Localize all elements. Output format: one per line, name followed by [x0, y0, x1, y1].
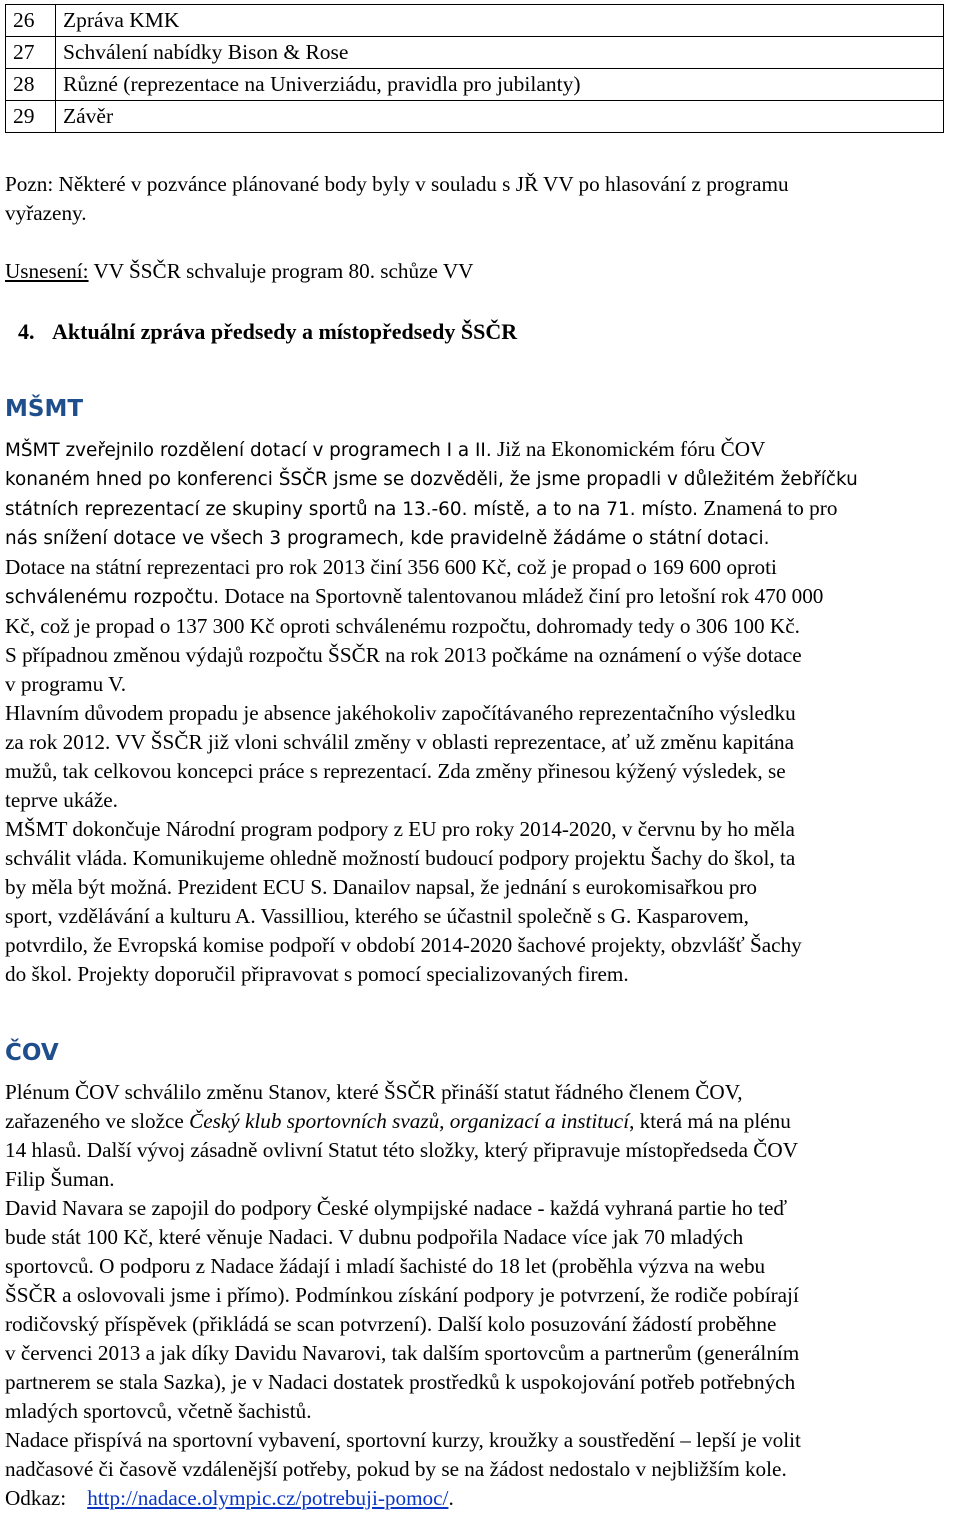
agenda-table	[5, 4, 944, 133]
text-line	[5, 1107, 957, 1136]
text-line	[5, 582, 957, 612]
agenda-item: Různé (reprezentace na Univerziádu, pravidla pro jubilanty)	[56, 69, 944, 101]
text-span: Dotace na Sportovně talentovanou mládež činí pro letošní rok 470 000	[219, 584, 824, 608]
agenda-number: 28	[6, 69, 56, 101]
text-line: Plénum ČOV schválilo změnu Stanov, které ŠSČR přináší statut řádného členem ČOV,	[5, 1080, 743, 1104]
note-line: Pozn: Některé v pozvánce plánované body byly v souladu s JŘ VV po hlasování z programu	[5, 172, 789, 196]
text-line: Dotace na státní reprezentaci pro rok 2013 činí 356 600 Kč, což je propad o 169 600 oproti	[5, 555, 777, 579]
section-number: 4.	[18, 319, 35, 344]
section-heading-4	[18, 317, 517, 346]
heading-msmt: MŠMT	[5, 396, 84, 422]
text-line: Kč, což je propad o 137 300 Kč oproti schválenému rozpočtu, dohromady tedy o 306 100 Kč.	[5, 614, 800, 638]
note-line: vyřazeny.	[5, 201, 87, 225]
text-line: S případnou změnou výdajů rozpočtu ŠSČR na rok 2013 počkáme na oznámení o výše dotace	[5, 643, 802, 667]
agenda-item: Závěr	[56, 101, 944, 133]
text-line: Hlavním důvodem propadu je absence jakéhokoliv započítávaného reprezentačního výsledku	[5, 701, 796, 725]
agenda-number: 26	[6, 5, 56, 37]
text-line: Filip Šuman.	[5, 1167, 115, 1191]
text-line	[5, 494, 957, 524]
text-line: bude stát 100 Kč, které věnuje Nadaci. V dubnu podpořila Nadace více jak 70 mladých	[5, 1225, 744, 1249]
text-line: v programu V.	[5, 672, 127, 696]
agenda-number: 27	[6, 37, 56, 69]
text-line: teprve ukáže.	[5, 788, 118, 812]
text-line: schválit vláda. Komunikujeme ohledně možností budoucí podpory projektu Šachy do škol, ta	[5, 846, 796, 870]
text-span: schválenému rozpočtu.	[5, 587, 220, 608]
section-title: Aktuální zpráva předsedy a místopředsedy ŠSČR	[52, 319, 518, 344]
text-span: státních reprezentací ze skupiny sportů na 13.-60. místě, a to na 71. místo.	[5, 499, 698, 520]
nadace-link[interactable]: http://nadace.olympic.cz/potrebuji-pomoc/	[87, 1486, 449, 1510]
resolution-paragraph	[5, 257, 957, 286]
text-line: konaném hned po konferenci ŠSČR jsme se dozvěděli, že jsme propadli v důležitém žebříčku	[5, 469, 858, 490]
table-row	[6, 101, 944, 133]
text-line: MŠMT dokončuje Národní program podpory z EU pro roky 2014-2020, v červnu by ho měla	[5, 817, 795, 841]
msmt-paragraph	[5, 435, 957, 989]
text-line	[5, 435, 957, 465]
text-line: v červenci 2013 a jak díky Davidu Navarovi, tak dalším sportovcům a partnerům (generálním	[5, 1341, 800, 1365]
agenda-number: 29	[6, 101, 56, 133]
text-line: sport, vzdělávání a kulturu A. Vassilliou, kterého se účastnil společně s G. Kasparovem,	[5, 904, 749, 928]
heading-cov: ČOV	[5, 1040, 59, 1066]
cov-paragraph	[5, 1078, 957, 1513]
text-line: potvrdilo, že Evropská komise podpoří v období 2014-2020 šachové projekty, obzvlášť Šachy	[5, 933, 802, 957]
text-span: zařazeného ve složce	[5, 1109, 190, 1133]
text-line: mladých sportovců, včetně šachistů.	[5, 1399, 312, 1423]
text-line: partnerem se stala Sazka), je v Nadaci dostatek prostředků k uspokojování potřeb potřebných	[5, 1370, 796, 1394]
note-paragraph	[5, 170, 957, 228]
text-line: mužů, tak celkovou koncepci práce s reprezentací. Zda změny přinesou kýžený výsledek, se	[5, 759, 786, 783]
text-line: za rok 2012. VV ŠSČR již vloni schválil změny v oblasti reprezentace, ať už změnu kapitána	[5, 730, 795, 754]
text-line: nás snížení dotace ve všech 3 programech, kde pravidelně žádáme o státní dotaci.	[5, 528, 770, 549]
link-line	[5, 1484, 957, 1513]
text-line: do škol. Projekty doporučil připravovat s pomocí specializovaných firem.	[5, 962, 629, 986]
text-span-italic: Český klub sportovních svazů, organizací a institucí	[189, 1109, 630, 1133]
text-span: , která má na plénu	[629, 1109, 791, 1133]
text-line: 14 hlasů. Další vývoj zásadně ovlivní Statut této složky, který připravuje místopředseda ČOV	[5, 1138, 799, 1162]
text-line: sportovců. O podporu z Nadace žádají i mladí šachisté do 18 let (proběhla výzva na webu	[5, 1254, 766, 1278]
text-line: ŠSČR a oslovovali jsme i přímo). Podmínkou získání podpory je potvrzení, že rodiče pobírají	[5, 1283, 799, 1307]
text-line: nadčasové či časově vzdálenější potřeby, pokud by se na žádost nedostalo v nejbližším kole.	[5, 1457, 787, 1481]
link-end: .	[448, 1486, 454, 1510]
table-row	[6, 37, 944, 69]
text-line: David Navara se zapojil do podpory České olympijské nadace - každá vyhraná partie ho teď	[5, 1196, 788, 1220]
table-row	[6, 69, 944, 101]
agenda-item: Zpráva KMK	[56, 5, 944, 37]
text-line: by měla být možná. Prezident ECU S. Danailov napsal, že jednání s eurokomisařkou pro	[5, 875, 757, 899]
text-span: MŠMT zveřejnilo rozdělení dotací v programech I a II.	[5, 440, 492, 461]
text-span: Již na Ekonomickém fóru ČOV	[491, 437, 766, 461]
text-span: Znamená to pro	[697, 496, 838, 520]
link-label: Odkaz:	[5, 1486, 67, 1510]
agenda-item: Schválení nabídky Bison & Rose	[56, 37, 944, 69]
resolution-text: VV ŠSČR schvaluje program 80. schůze VV	[88, 259, 474, 283]
table-row	[6, 5, 944, 37]
resolution-label: Usnesení:	[5, 259, 89, 283]
text-line: rodičovský příspěvek (přikládá se scan potvrzení). Další kolo posuzování žádostí proběhne	[5, 1312, 777, 1336]
text-line: Nadace přispívá na sportovní vybavení, sportovní kurzy, kroužky a soustředění – lepší je volit	[5, 1428, 801, 1452]
